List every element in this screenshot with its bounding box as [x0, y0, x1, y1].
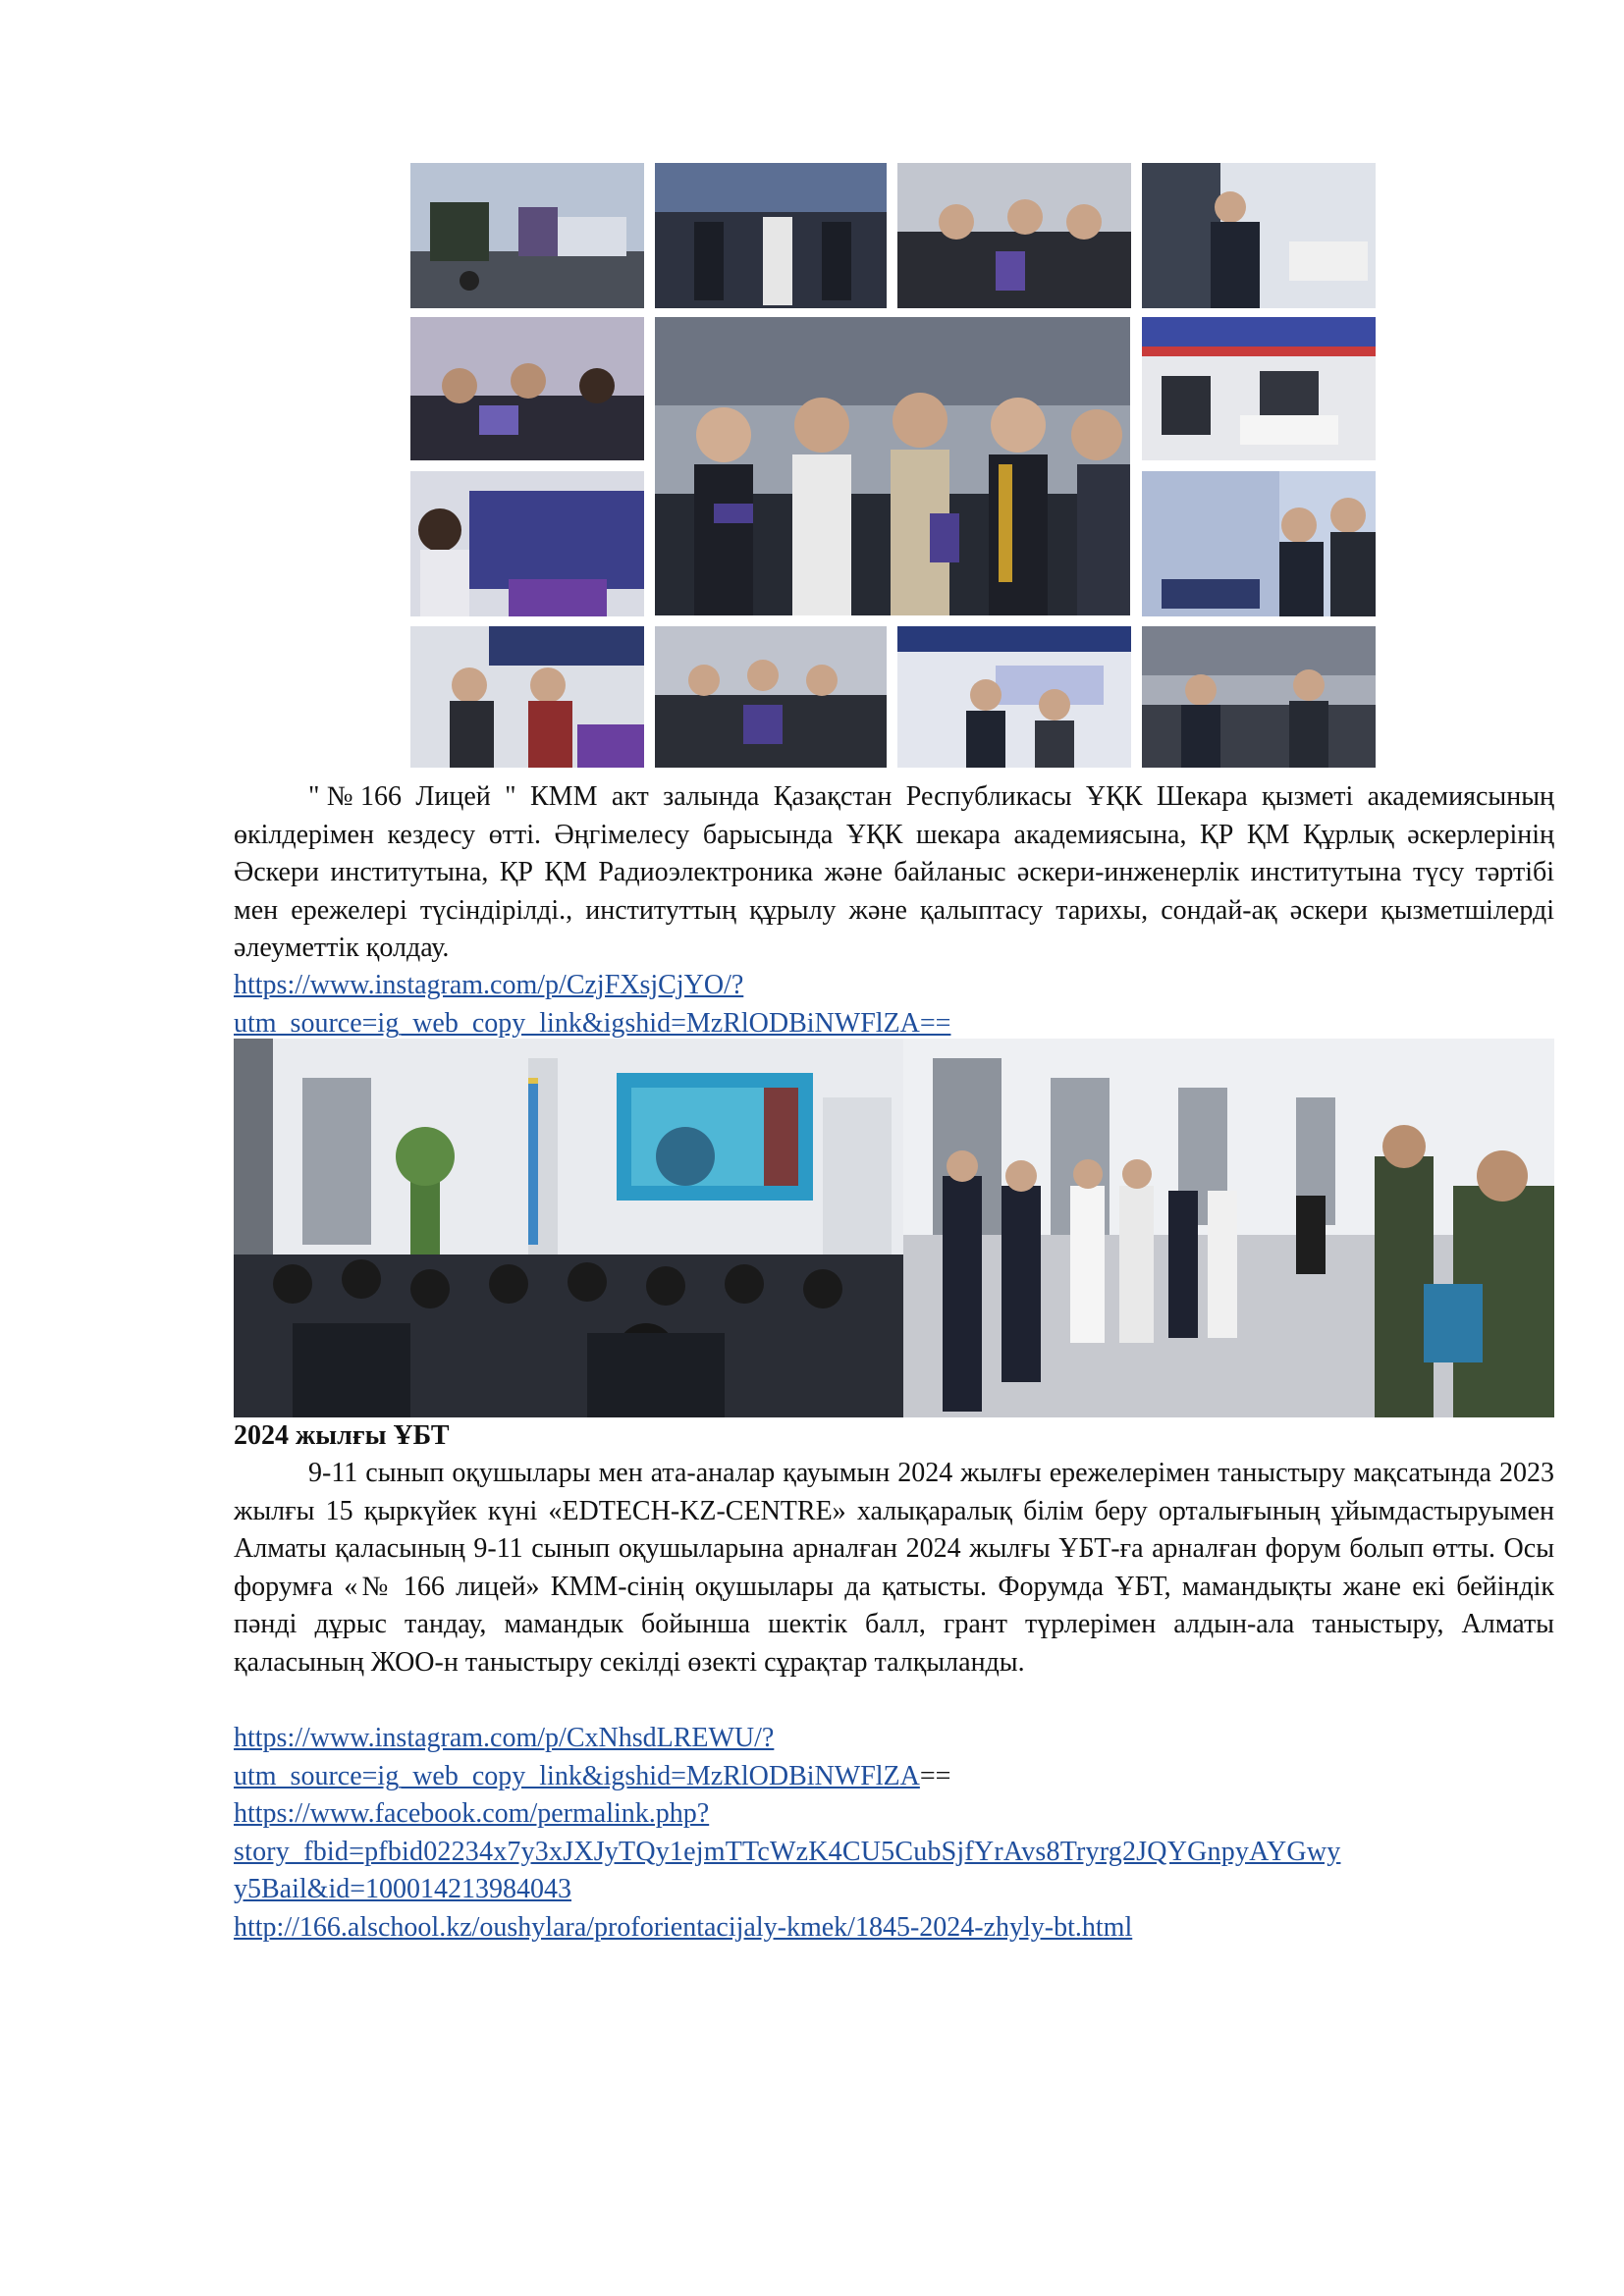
- collage-photo-students-with-leaflets: [897, 163, 1131, 308]
- instagram-link-2-suffix: ==: [919, 1760, 951, 1791]
- meeting-paragraph: "№166 Лицей " КММ акт залында Қазақстан Республикасы ҰҚК Шекара қызметі академиясының өкілдерімен кездесу өтті. Әңгімелесу барысында ҰҚК шекара академиясына, ҚР ҚМ Құрлық әскерлерінің Әскери институтына, ҚР ҚМ Радиоэлектроника және байланыс әскери-инженерлік институтына түсу тәртібі мен ережелері түсіндірілді., институттың құрылу және қалыптасу тарихы, сондай-ақ әскери қызметшілерді әлеуметтік қолдау.: [234, 781, 1554, 963]
- meeting-links: [234, 967, 1554, 1042]
- section-heading: 2024 жылғы ҰБТ: [234, 1420, 450, 1451]
- collage-photo-almaty-booth: [410, 626, 644, 768]
- collage-photo-exhibition-booth: [1142, 163, 1376, 308]
- collage-photo-hall-visitors: [1142, 626, 1376, 768]
- ubt-links: [234, 1720, 1554, 1947]
- collage-photo-aviation-academy-stand: [1142, 471, 1376, 616]
- collage-photo-moscow-university-stand: [897, 626, 1131, 768]
- facebook-link-line-2[interactable]: story_fbid=pfbid02234x7y3xJXJyTQy1ejmTTcWzK4CU5CubSjfYrAvs8Tryrg2JQYGnpyAYGwy: [234, 1836, 1341, 1867]
- collage-photo-european-booth: [410, 471, 644, 616]
- instagram-link-2-line-2[interactable]: utm_source=ig_web_copy_link&igshid=MzRlODBiNWFlZA: [234, 1760, 920, 1791]
- collage-photo-building-entrance: [410, 163, 644, 308]
- collage-photo-student-group: [655, 163, 887, 308]
- ubt-forum-paragraph: 9-11 сынып оқушылары мен ата-аналар қауымын 2024 жылғы ережелерімен таныстыру мақсатында 2023 жылғы 15 қыркүйек күні «EDTECH-KZ-CENTRE» халықаралық білім беру орталығының ұйымдастыруымен Алматы қаласының 9-11 сынып оқушыларына арналған 2024 жылғы ҰБТ-ға арналған форум болып өтты. Осы форумға «№ 166 лицей» КММ-сінің оқушылары да қатысты. Форумда ҰБТ, мамандықты жане екі бейіндік пәнді дұрыс тандау, мамандык бойынша шектік балл, грант түрлерімен алдын-ала таныстыру, Алматы қаласының ЖОО-н таныстыру секілді өзекті сұрақтар талқыланды.: [234, 1458, 1554, 1678]
- collage-photo-students-holding-brochures: [655, 626, 887, 768]
- school-website-link[interactable]: http://166.alschool.kz/oushylara/proforientacijaly-kmek/1845-2024-zhyly-bt.html: [234, 1911, 1133, 1943]
- instagram-link-line-1[interactable]: https://www.instagram.com/p/CzjFXsjCjYO/?: [234, 970, 744, 1000]
- collage-photo-booth-visitors: [1142, 317, 1376, 460]
- photo-students-with-officers: [903, 1039, 1554, 1417]
- instagram-link-line-2[interactable]: utm_source=ig_web_copy_link&igshid=MzRlODBiNWFlZA==: [234, 1007, 951, 1039]
- photo-assembly-hall-presentation: [234, 1039, 903, 1417]
- facebook-link-line-1[interactable]: https://www.facebook.com/permalink.php?: [234, 1798, 710, 1829]
- facebook-link-line-3[interactable]: y5Bail&id=100014213984043: [234, 1874, 572, 1904]
- collage-photo-main-student-group: [655, 317, 1130, 615]
- collage-photo-girls-at-stand: [410, 317, 644, 460]
- instagram-link-2-line-1[interactable]: https://www.instagram.com/p/CxNhsdLREWU/?: [234, 1723, 775, 1753]
